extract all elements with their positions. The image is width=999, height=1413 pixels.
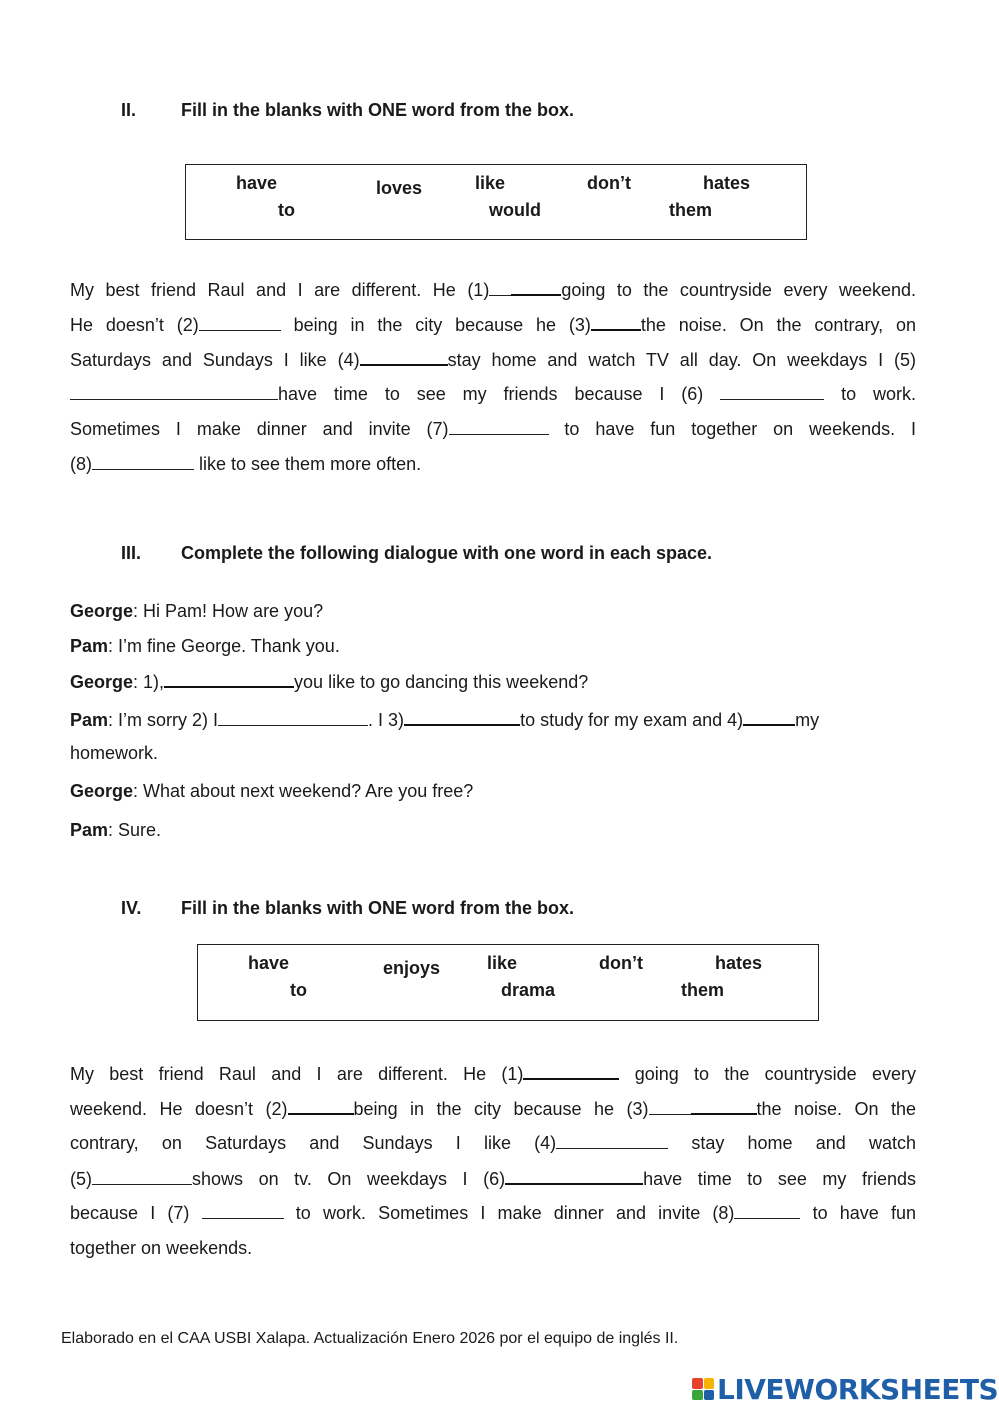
section-4-paragraph bbox=[70, 1063, 916, 1263]
box-word: would bbox=[489, 200, 541, 220]
section-4-instruction: Fill in the blanks with ONE word from the box. bbox=[181, 898, 575, 918]
blank-4-4[interactable] bbox=[556, 1133, 668, 1149]
box-word: drama bbox=[501, 980, 556, 1000]
paragraph-line: together on weekends. bbox=[70, 1238, 253, 1258]
section-2-heading bbox=[121, 100, 721, 124]
paragraph-line: contrary, on Saturdays and Sundays I like (4) stay home and watch bbox=[70, 1133, 916, 1153]
box-word: don’t bbox=[587, 173, 631, 193]
blank-3-3[interactable] bbox=[404, 709, 520, 726]
box-word: them bbox=[681, 980, 725, 1000]
logo-square-blue bbox=[704, 1390, 715, 1401]
logo-square-red bbox=[692, 1378, 703, 1389]
section-3-heading bbox=[121, 543, 821, 567]
section-3-numeral: III. bbox=[121, 543, 142, 563]
paragraph-line: Sometimes I make dinner and invite (7) to have fun together on weekends. I bbox=[70, 419, 917, 439]
blank-2-5[interactable] bbox=[70, 384, 278, 400]
box-word: them bbox=[669, 200, 713, 220]
liveworksheets-logo bbox=[692, 1374, 998, 1404]
blank-2-1[interactable] bbox=[511, 279, 561, 296]
blank-2-7[interactable] bbox=[449, 419, 549, 435]
blank-2-3[interactable] bbox=[591, 314, 641, 331]
section-4-heading bbox=[121, 898, 721, 922]
footer-credit: Elaborado en el CAA USBI Xalapa. Actualización Enero 2026 por el equipo de inglés II. bbox=[61, 1330, 679, 1347]
blank-4-2[interactable] bbox=[288, 1098, 354, 1115]
section-4-numeral: IV. bbox=[121, 898, 142, 918]
box-word: loves bbox=[376, 178, 423, 198]
blank-4-1[interactable] bbox=[523, 1063, 619, 1080]
section-3-instruction: Complete the following dialogue with one word in each space. bbox=[181, 543, 713, 563]
box-word: hates bbox=[703, 173, 751, 193]
paragraph-line: weekend. He doesn’t (2) being in the city because he (3) the noise. On the bbox=[70, 1099, 917, 1119]
paragraph-line: My best friend Raul and I are different. He (1) going to the countryside every weekend. bbox=[70, 280, 917, 300]
blank-4-8[interactable] bbox=[734, 1203, 800, 1219]
box-word: enjoys bbox=[383, 958, 441, 978]
paragraph-line: have time to see my friends because I (6) to work. bbox=[70, 384, 916, 405]
dialogue-line: Pam: I’m fine George. Thank you. bbox=[70, 636, 340, 656]
word-box-2 bbox=[185, 164, 807, 240]
paragraph-line: My best friend Raul and I are different. He (1) going to the countryside every bbox=[70, 1064, 916, 1084]
section-2-instruction: Fill in the blanks with ONE word from the box. bbox=[181, 100, 575, 120]
paragraph-line: Saturdays and Sundays I like (4) stay home and watch TV all day. On weekdays I (5) bbox=[70, 350, 917, 370]
blank-4-7[interactable] bbox=[202, 1203, 284, 1219]
dialogue-line: homework. bbox=[70, 743, 159, 763]
blank-2-6[interactable] bbox=[720, 384, 824, 400]
liveworksheets-logo-icon bbox=[692, 1378, 714, 1400]
dialogue-line: George: Hi Pam! How are you? bbox=[70, 601, 324, 621]
box-word: like bbox=[487, 953, 518, 973]
box-word: have bbox=[248, 953, 290, 973]
blank-3-1[interactable] bbox=[164, 671, 294, 688]
box-word: have bbox=[236, 173, 278, 193]
blank-4-6[interactable] bbox=[505, 1168, 643, 1185]
logo-square-yellow bbox=[704, 1378, 715, 1389]
section-2-numeral: II. bbox=[121, 100, 137, 120]
paragraph-line: (5) shows on tv. On weekdays I (6) have time to see my friends bbox=[70, 1169, 916, 1189]
paragraph-line: because I (7) to work. Sometimes I make dinner and invite (8) to have fun bbox=[70, 1203, 917, 1223]
blank-2-8[interactable] bbox=[92, 454, 194, 470]
dialogue-line: Pam: Sure. bbox=[70, 820, 162, 840]
box-word: hates bbox=[715, 953, 763, 973]
blank-3-4[interactable] bbox=[743, 709, 795, 726]
logo-square-green bbox=[692, 1390, 703, 1401]
dialogue-line: Pam: I’m sorry 2) I . I 3) to study for my exam and 4) my bbox=[70, 710, 820, 730]
liveworksheets-logo-text: LIVEWORKSHEETS bbox=[717, 1372, 999, 1406]
blank-4-3[interactable] bbox=[691, 1098, 757, 1115]
box-word: to bbox=[290, 980, 307, 1000]
dialogue-line: George: 1), you like to go dancing this weekend? bbox=[70, 672, 589, 692]
blank-3-2[interactable] bbox=[218, 710, 368, 726]
box-word: to bbox=[278, 200, 295, 220]
box-word: like bbox=[475, 173, 506, 193]
paragraph-line: (8) like to see them more often. bbox=[70, 454, 422, 474]
blank-2-4[interactable] bbox=[360, 349, 448, 366]
blank-4-5[interactable] bbox=[92, 1169, 192, 1185]
blank-2-2[interactable] bbox=[199, 315, 281, 331]
dialogue-line: George: What about next weekend? Are you free? bbox=[70, 781, 474, 801]
box-word: don’t bbox=[599, 953, 643, 973]
section-2-paragraph bbox=[70, 279, 916, 479]
word-box-4 bbox=[197, 944, 819, 1021]
paragraph-line: He doesn’t (2) being in the city because he (3) the noise. On the contrary, on bbox=[70, 315, 916, 335]
